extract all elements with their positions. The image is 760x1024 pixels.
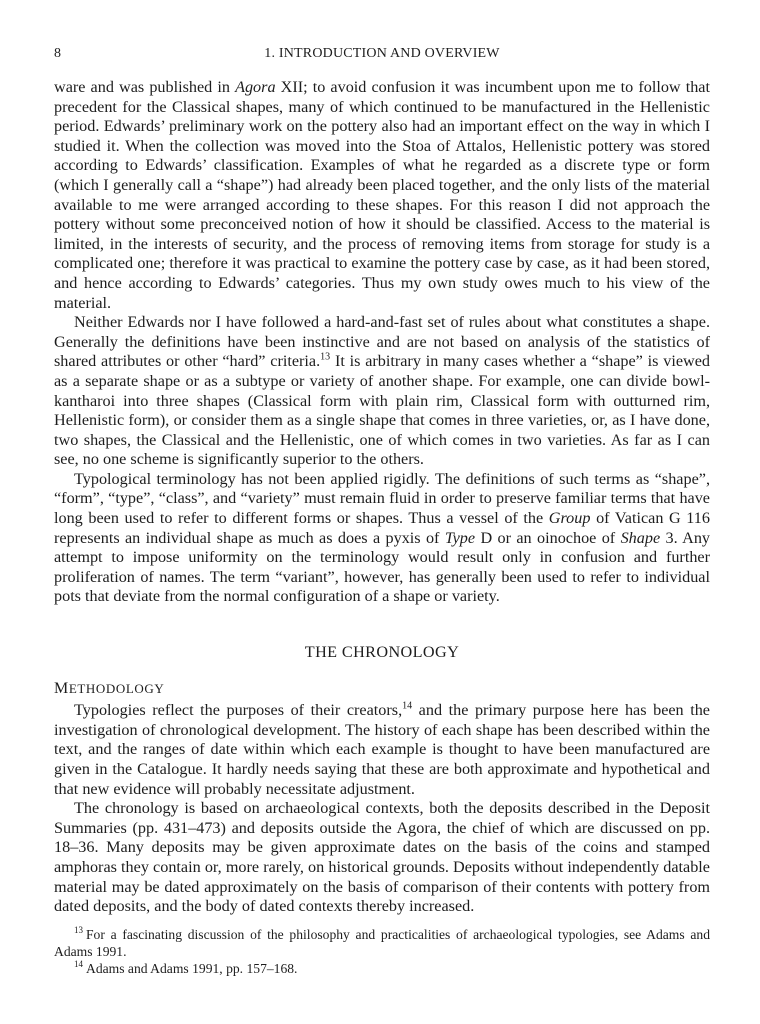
footnote-number: 14: [74, 959, 83, 970]
subheading-methodology: [54, 679, 710, 699]
footnotes: [54, 926, 710, 977]
italic-term: Type: [444, 528, 476, 547]
page-number: 8: [54, 46, 62, 61]
footnote-13: [54, 926, 710, 960]
body-text: [54, 78, 710, 917]
running-title: 1. INTRODUCTION AND OVERVIEW: [264, 46, 500, 61]
paragraph-4: Typologies reflect the purposes of their creators,$^{14}$ and the primary purpose here has been the investigation of chronological development. The history of each shape has been described within the text, and the ranges of date within which each example is thought to have been manufactured are given in the Catalogue. It hardly needs saying that these are both approximate and hypothetical and that new evidence will probably necessitate adjustment.: [54, 700, 710, 798]
footnote-text: Adams and Adams 1991, pp. 157–168.: [86, 960, 298, 976]
subheading-initial: M: [54, 679, 69, 697]
paragraph-1: ware and was published in Agora XII; to avoid confusion it was incumbent upon me to follow that precedent for the Classical shapes, many of which continued to be manufactured in the Hellenistic period. Edwards’ preliminary work on the pottery also had an important effect on the way in which I studied it. When the collection was moved into the Stoa of Attalos, Hellenistic pottery was stored according to Edwards’ classification. Examples of what he regarded as a discrete type or form (which I generally call a “shape”) had already been placed together, and the only lists of the material available to me were arranged according to these shapes. For this reason I did not approach the pottery without some preconceived notion of how it should be classified. Access to the material is limited, in the interests of security, and the process of removing items from storage for study is a complicated one; therefore it was practical to examine the pottery case by case, as it had been stored, and hence according to Edwards’ categories. Thus my own study owes much to his view of the material.: [54, 78, 710, 312]
paragraph-5: The chronology is based on archaeological contexts, both the deposits described in the Deposit Summaries (pp. 431–473) and deposits outside the Agora, the chief of which are discussed on pp. 18–36. Many deposits may be given approximate dates on the basis of the coins and stamped amphoras they contain or, more rarely, on historical grounds. Deposits without independently datable material may be dated approximately on the basis of comparison of their contents with pottery from dated deposits, and the body of dated contexts thereby increased.: [54, 799, 710, 916]
subheading-rest: ETHODOLOGY: [68, 680, 165, 696]
italic-term: Shape: [620, 528, 661, 547]
italic-term: Agora: [235, 78, 276, 96]
footnote-number: 13: [74, 925, 83, 936]
footnote-text: For a fascinating discussion of the philosophy and practicalities of archaeological typologies, see Adams and Adams 1991.: [54, 926, 710, 959]
footnote-reference[interactable]: 14: [402, 700, 413, 712]
footnote-14: [54, 960, 710, 977]
running-head: [54, 46, 710, 68]
section-heading: THE CHRONOLOGY: [304, 643, 460, 662]
italic-term: Group: [548, 509, 591, 528]
paragraph-3: Typological terminology has not been applied rigidly. The definitions of such terms as “shape”, “form”, “type”, “class”, and “variety” must remain fluid in order to preserve familiar terms that have long been used to refer to different forms or shapes. Thus a vessel of the Group of Vatican G 116 represents an individual shape as much as does a pyxis of Type D or an oinochoe of Shape 3. Any attempt to impose uniformity on the terminology would result only in confusion and further proliferation of names. The term “variant”, however, has generally been used to refer to individual pots that deviate from the normal configuration of a shape or variety.: [54, 469, 711, 606]
footnote-reference[interactable]: 13: [320, 351, 331, 363]
paragraph-2: Neither Edwards nor I have followed a hard-and-fast set of rules about what constitutes a shape. Generally the definitions have been instinctive and are not based on analysis of the statistics of shared attributes or other “hard” criteria.$^{13}$ It is arbitrary in many cases whether a “shape” is viewed as a separate shape or as a subtype or variety of another shape. For example, one can divide bowl-kantharoi into three shapes (Classical form with plain rim, Classical form with outturned rim, Hellenistic form), or consider them as a single shape that comes in three varieties, or, as I have done, two shapes, the Classical and the Hellenistic, one of which comes in two varieties. As far as I can see, no one scheme is significantly superior to the others.: [54, 313, 710, 469]
